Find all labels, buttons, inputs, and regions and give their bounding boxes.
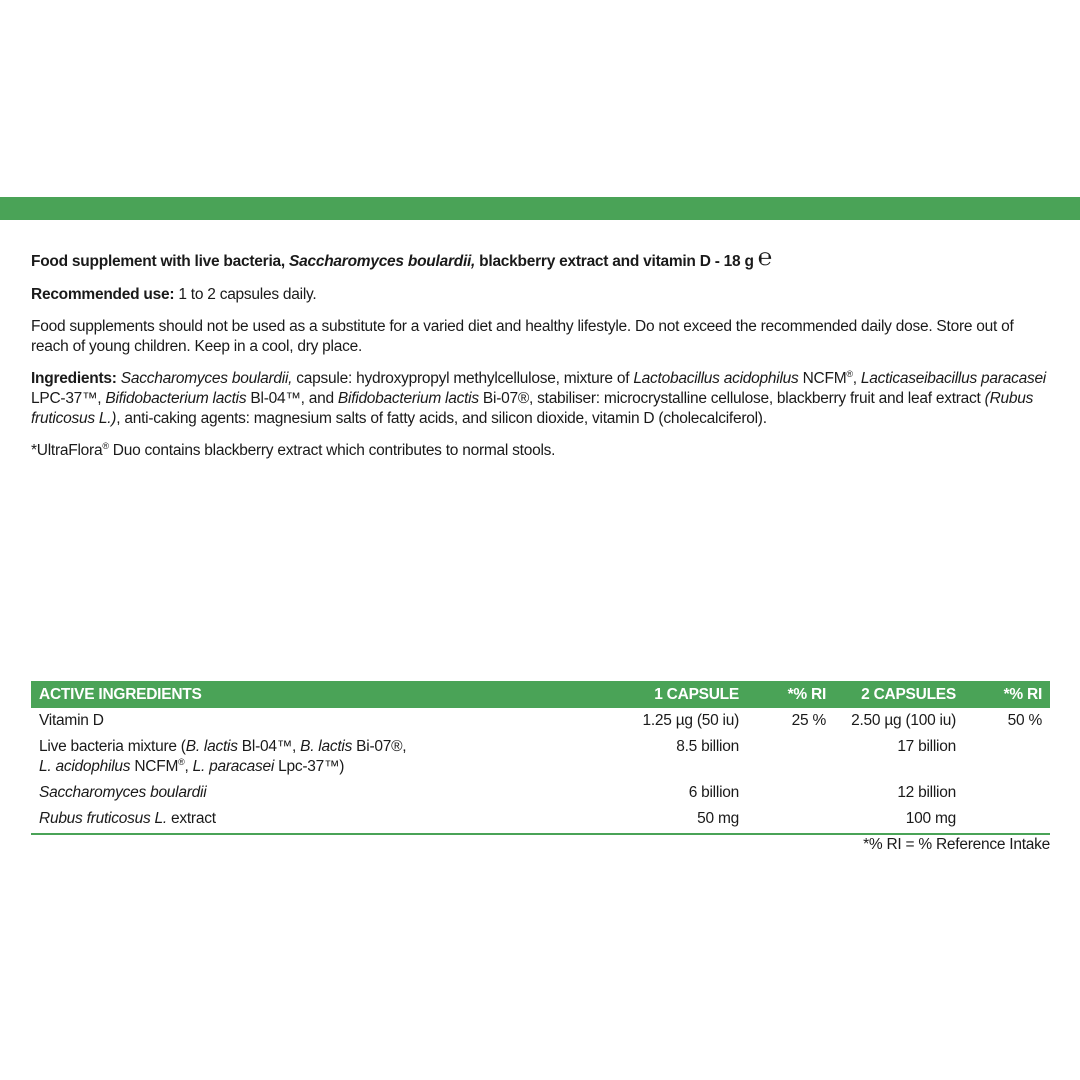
cell-two-capsules: 17 billion: [897, 738, 956, 755]
ingredient-species: Saccharomyces boulardii,: [116, 370, 293, 387]
ingredient-species: Bifidobacterium lactis: [105, 390, 247, 407]
registered-mark: ®: [178, 757, 185, 767]
title-species-name: Saccharomyces boulardii,: [289, 253, 476, 270]
ingredient-text: NCFM: [798, 370, 847, 387]
cell-two-capsules: 100 mg: [905, 810, 956, 827]
warning-text: Food supplements should not be used as a substitute for a varied diet and healthy lifestyle. Do not exceed the recommended daily dose. Store out of reach of young children. Keep in a cool, dry place.: [31, 318, 1014, 355]
header-one-capsule: 1 CAPSULE: [654, 685, 739, 703]
registered-mark: ®: [846, 369, 853, 379]
cell-ri-two: [964, 734, 1050, 780]
top-green-band: [0, 197, 1080, 220]
recommended-use-label: Recommended use:: [31, 286, 175, 303]
cell-one-capsule: 1.25 µg (50 iu): [642, 712, 739, 729]
ingredient-text: Bl-04™, and: [246, 390, 338, 407]
ingredient-species: (Rubus fruticosus L.): [31, 390, 1034, 427]
registered-mark: ®: [102, 441, 109, 451]
cell-ri-two: [964, 806, 1050, 834]
title-text: Food supplement with live bacteria,: [31, 253, 289, 270]
cell-text: Bl-04™,: [237, 738, 301, 755]
cell-two-capsules: 12 billion: [897, 784, 956, 801]
cell-species: Rubus fruticosus L.: [39, 810, 167, 827]
cell-ri-two: [964, 780, 1050, 806]
title-text-continued: blackberry extract and vitamin D - 18 g: [475, 253, 754, 270]
product-claim: [31, 441, 1053, 461]
recommended-use: [31, 285, 1053, 305]
label-text-block: [31, 243, 1053, 473]
cell-text: Live bacteria mixture (: [39, 738, 186, 755]
ingredients-label: Ingredients:: [31, 370, 117, 387]
cell-text: NCFM: [130, 758, 179, 775]
row-name-rubus: [31, 806, 577, 834]
ingredient-text: capsule: hydroxypropyl methylcellulose, mixture of: [292, 370, 634, 387]
header-active-ingredients: ACTIVE INGREDIENTS: [39, 685, 202, 703]
table-row: [31, 708, 1050, 734]
row-name-live-bacteria: [31, 734, 577, 780]
cell-species: B. lactis: [185, 738, 238, 755]
ingredient-text: ,: [852, 370, 861, 387]
cell-text: ,: [184, 758, 193, 775]
row-name-saccharomyces: [31, 780, 577, 806]
ingredient-text: LPC-37™,: [31, 390, 106, 407]
cell-species: Saccharomyces boulardii: [39, 784, 207, 801]
ingredient-species: Lacticaseibacillus paracasei: [860, 370, 1047, 387]
cell-ri-one: [747, 806, 834, 834]
cell-ri-one: 25 %: [791, 712, 826, 729]
ingredient-text: , anti-caking agents: magnesium salts of fatty acids, and silicon dioxide, vitamin D (cholecalciferol).: [116, 410, 767, 427]
ingredient-text: Bi-07®, stabiliser: microcrystalline cellulose, blackberry fruit and leaf extract: [478, 390, 985, 407]
claim-text-continued: Duo contains blackberry extract which contributes to normal stools.: [108, 442, 556, 459]
ingredient-species: Lactobacillus acidophilus: [633, 370, 799, 387]
active-ingredients-table: [31, 681, 1050, 835]
table-row: [31, 806, 1050, 834]
table-row: [31, 734, 1050, 780]
cell-ri-two: 50 %: [1007, 712, 1042, 729]
ingredient-species: Bifidobacterium lactis: [337, 390, 479, 407]
cell-text: Bi-07®,: [352, 738, 407, 755]
header-ri-one: *% RI: [787, 685, 826, 703]
active-ingredients-table-wrap: [31, 681, 1050, 835]
cell-text: extract: [166, 810, 216, 827]
cell-one-capsule: 50 mg: [697, 810, 739, 827]
product-title: [31, 243, 1053, 272]
table-row: [31, 780, 1050, 806]
estimated-sign-icon: ℮: [757, 243, 772, 271]
header-two-capsules: 2 CAPSULES: [861, 685, 956, 703]
ingredients-paragraph: [31, 369, 1053, 429]
cell-two-capsules: 2.50 µg (100 iu): [851, 712, 956, 729]
row-name-vitamin-d: Vitamin D: [39, 712, 104, 729]
cell-one-capsule: 8.5 billion: [676, 738, 739, 755]
reference-intake-footnote: *% RI = % Reference Intake: [863, 836, 1050, 853]
cell-species: L. paracasei: [192, 758, 275, 775]
cell-ri-one: [747, 734, 834, 780]
cell-ri-one: [747, 780, 834, 806]
cell-one-capsule: 6 billion: [688, 784, 739, 801]
cell-species: B. lactis: [300, 738, 353, 755]
cell-text: Lpc-37™): [274, 758, 345, 775]
claim-text: *UltraFlora: [31, 442, 103, 459]
header-ri-two: *% RI: [1003, 685, 1042, 703]
cell-species: L. acidophilus: [39, 758, 131, 775]
recommended-use-text: 1 to 2 capsules daily.: [174, 286, 317, 303]
table-header-row: [31, 681, 1050, 708]
